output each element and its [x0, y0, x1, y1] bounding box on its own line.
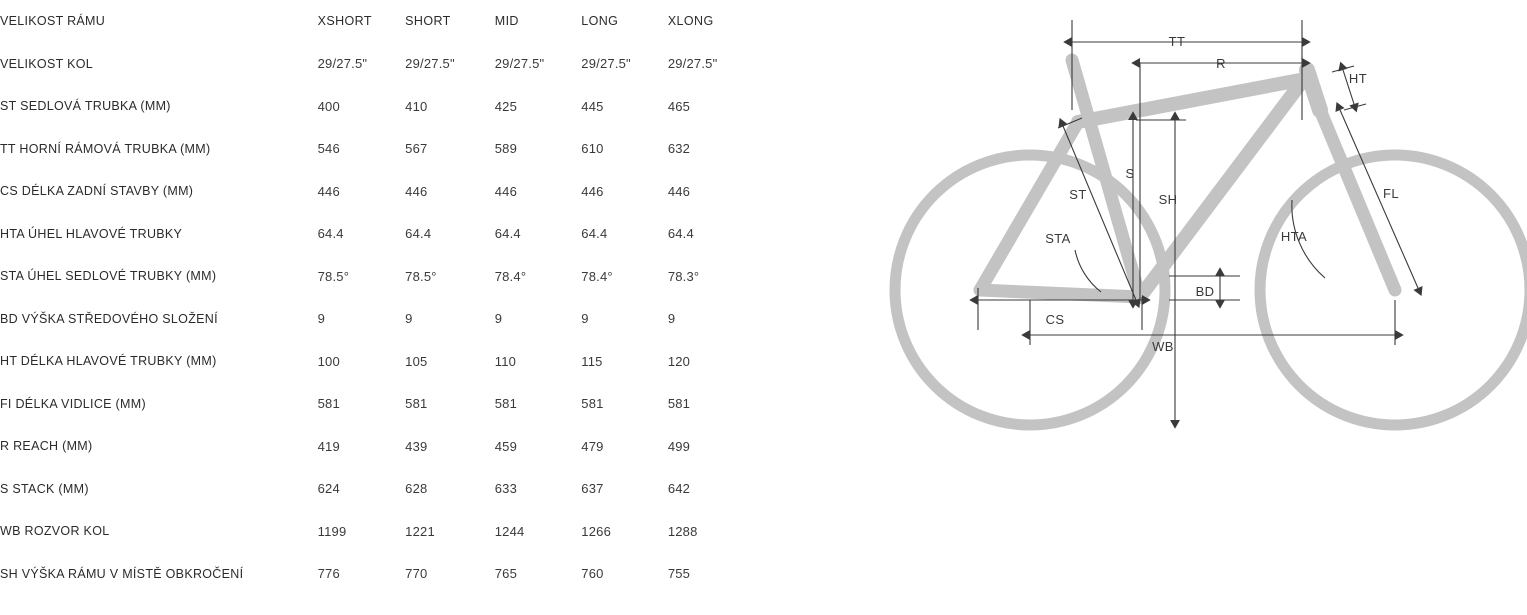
size-header-long: LONG	[581, 14, 619, 29]
size-header-mid: MID	[494, 14, 519, 29]
row-value: 446	[667, 183, 691, 199]
row-value: 465	[667, 98, 691, 114]
row-value: 581	[494, 396, 518, 412]
table-row	[0, 468, 790, 511]
label-fl: FL	[1383, 186, 1399, 201]
row-value: 29/27.5"	[494, 56, 545, 72]
table-row	[0, 425, 790, 468]
row-value: 29/27.5"	[581, 56, 631, 72]
row-value: 632	[667, 141, 691, 157]
row-value: 1199	[317, 523, 347, 539]
row-value: 770	[405, 566, 428, 582]
row-value: 120	[667, 353, 691, 369]
row-value: 589	[494, 141, 518, 157]
row-value: 78.5°	[317, 268, 350, 284]
row-value: 459	[494, 438, 518, 454]
row-label: VELIKOST KOL	[0, 56, 93, 71]
row-label: SH VÝŠKA RÁMU V MÍSTĚ OBKROČENÍ	[0, 566, 244, 581]
row-value: 115	[581, 353, 603, 369]
label-ht: HT	[1348, 71, 1368, 86]
label-wb: WB	[1152, 339, 1174, 354]
row-value: 9	[581, 311, 589, 327]
row-value: 1244	[494, 523, 525, 539]
table-row	[0, 213, 790, 256]
row-value: 760	[581, 566, 604, 582]
row-value: 9	[317, 311, 326, 327]
row-value: 765	[494, 566, 518, 582]
row-value: 9	[405, 311, 413, 327]
row-label: STA ÚHEL SEDLOVÉ TRUBKY (MM)	[0, 269, 217, 284]
row-value: 105	[405, 353, 428, 369]
row-value: 445	[581, 98, 604, 114]
row-value: 446	[494, 183, 518, 199]
bike-frame-illustration	[895, 60, 1527, 425]
table-row	[0, 383, 790, 426]
label-st: ST	[1069, 187, 1087, 202]
row-value: 581	[405, 396, 428, 412]
row-value: 64.4	[494, 226, 521, 242]
table-header-label: VELIKOST RÁMU	[0, 14, 106, 29]
label-sta: STA	[1045, 231, 1071, 246]
row-value: 567	[405, 141, 428, 157]
size-header-xshort: XSHORT	[317, 14, 372, 29]
row-value: 78.4°	[494, 268, 527, 284]
table-row	[0, 510, 790, 553]
row-value: 776	[317, 566, 340, 582]
ht-ext-bottom	[1344, 104, 1366, 110]
table-row	[0, 298, 790, 341]
row-value: 755	[667, 566, 691, 582]
row-value: 479	[581, 438, 604, 454]
row-value: 581	[581, 396, 604, 412]
table-row	[0, 43, 790, 86]
sta-angle-arc	[1075, 250, 1101, 292]
size-header-short: SHORT	[405, 14, 451, 29]
row-label: CS DÉLKA ZADNÍ STAVBY (MM)	[0, 184, 194, 199]
row-value: 1221	[405, 523, 435, 539]
label-sh: SH	[1158, 192, 1178, 207]
row-value: 64.4	[667, 226, 694, 242]
row-value: 1266	[581, 523, 612, 539]
row-value: 633	[494, 481, 518, 497]
row-value: 546	[317, 141, 340, 157]
row-label: TT HORNÍ RÁMOVÁ TRUBKA (MM)	[0, 141, 211, 156]
seatstay	[980, 122, 1078, 290]
row-value: 419	[317, 438, 340, 454]
bike-geometry-diagram	[820, 0, 1527, 615]
row-label: R REACH (MM)	[0, 439, 93, 454]
label-bd: BD	[1195, 284, 1215, 299]
size-header-xlong: XLONG	[667, 14, 714, 29]
row-value: 64.4	[405, 226, 432, 242]
chainstay	[980, 290, 1140, 297]
label-r: R	[1216, 56, 1226, 71]
row-value: 9	[494, 311, 503, 327]
row-value: 581	[317, 396, 340, 412]
row-value: 78.5°	[405, 268, 437, 284]
row-label: HTA ÚHEL HLAVOVÉ TRUBKY	[0, 226, 183, 241]
row-label: S STACK (MM)	[0, 481, 89, 496]
label-tt: TT	[1168, 34, 1186, 49]
row-value: 64.4	[317, 226, 344, 242]
row-value: 100	[317, 353, 340, 369]
row-value: 628	[405, 481, 428, 497]
row-value: 29/27.5"	[405, 56, 455, 72]
table-row	[0, 170, 790, 213]
row-value: 29/27.5"	[667, 56, 718, 72]
table-row	[0, 255, 790, 298]
row-value: 446	[317, 183, 340, 199]
row-value: 410	[405, 98, 428, 114]
table-row	[0, 128, 790, 171]
row-value: 499	[667, 438, 691, 454]
row-value: 400	[317, 98, 340, 114]
row-value: 29/27.5"	[317, 56, 368, 72]
row-value: 9	[667, 311, 676, 327]
row-value: 637	[581, 481, 604, 497]
top-tube	[1078, 80, 1300, 122]
row-label: FI DÉLKA VIDLICE (MM)	[0, 396, 146, 411]
row-label: HT DÉLKA HLAVOVÉ TRUBKY (MM)	[0, 354, 217, 369]
row-label: ST SEDLOVÁ TRUBKA (MM)	[0, 99, 171, 114]
row-value: 446	[581, 183, 604, 199]
row-value: 624	[317, 481, 340, 497]
row-value: 110	[494, 353, 517, 369]
label-hta: HTA	[1280, 229, 1308, 244]
row-value: 439	[405, 438, 428, 454]
label-cs: CS	[1045, 312, 1065, 327]
table-row	[0, 85, 790, 128]
row-value: 64.4	[581, 226, 608, 242]
row-label: WB ROZVOR KOL	[0, 524, 110, 539]
row-value: 610	[581, 141, 604, 157]
row-value: 446	[405, 183, 428, 199]
table-header-row	[0, 0, 790, 43]
row-value: 425	[494, 98, 518, 114]
row-value: 78.3°	[667, 268, 700, 284]
row-label: BD VÝŠKA STŘEDOVÉHO SLOŽENÍ	[0, 311, 218, 326]
table-row	[0, 340, 790, 383]
label-s: S	[1125, 166, 1135, 181]
row-value: 1288	[667, 523, 698, 539]
row-value: 581	[667, 396, 691, 412]
table-row	[0, 553, 790, 596]
row-value: 642	[667, 481, 691, 497]
row-value: 78.4°	[581, 268, 613, 284]
